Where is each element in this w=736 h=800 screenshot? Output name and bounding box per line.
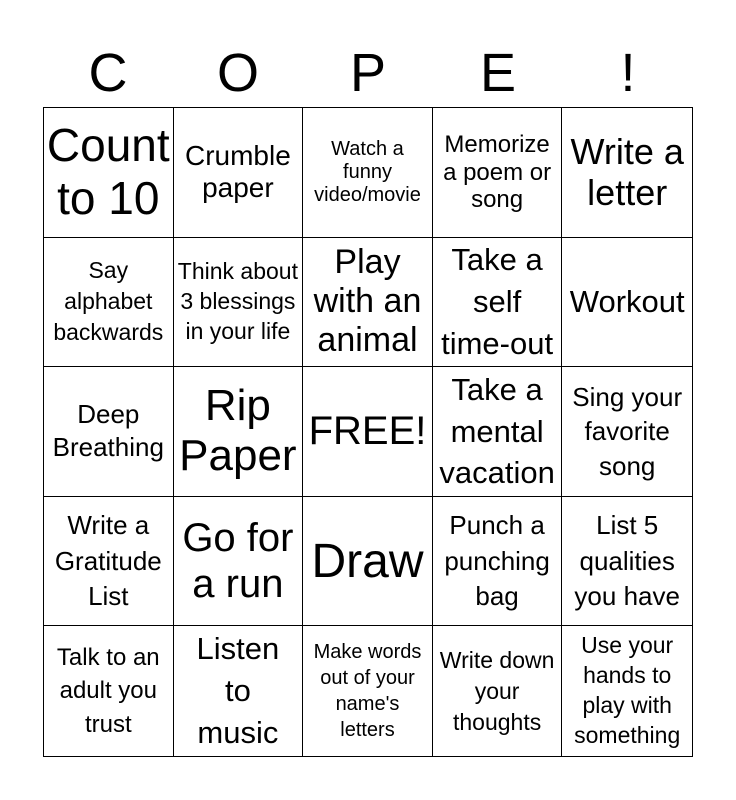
bingo-cell-make-words-out-of-name[interactable]	[303, 626, 433, 756]
bingo-cell-take-a-self-time-out[interactable]	[433, 238, 563, 368]
cell-label: Sing your favorite song	[572, 381, 683, 481]
cell-label: List 5 qualities you have	[574, 510, 680, 611]
cell-label: FREE!	[308, 409, 427, 454]
cell-label: Watch a funny video/movie	[314, 137, 421, 206]
cell-label: Listen to music	[196, 631, 280, 751]
bingo-cell-deep-breathing[interactable]	[44, 367, 174, 497]
bingo-header	[43, 40, 693, 106]
cell-label: Deep Breathing	[52, 398, 164, 463]
cell-label: Workout	[569, 283, 685, 319]
bingo-cell-listen-to-music[interactable]	[174, 626, 304, 756]
bingo-cell-watch-a-funny-video[interactable]	[303, 108, 433, 238]
cell-label: Write a letter	[570, 130, 684, 214]
header-letter-e: E	[479, 43, 517, 103]
cell-label: Count to 10	[46, 119, 170, 225]
header-letter-exclamation: !	[620, 43, 636, 103]
bingo-cell-talk-to-an-adult[interactable]	[44, 626, 174, 756]
bingo-cell-go-for-a-run[interactable]	[174, 497, 304, 627]
bingo-cell-play-with-an-animal[interactable]	[303, 238, 433, 368]
cell-label: Draw	[311, 534, 424, 588]
cell-label: Punch a punching bag	[444, 510, 550, 611]
header-letter-o: O	[216, 43, 259, 103]
bingo-cell-take-a-mental-vacation[interactable]	[433, 367, 563, 497]
bingo-board	[43, 107, 693, 757]
bingo-cell-memorize-a-poem[interactable]	[433, 108, 563, 238]
bingo-cell-think-about-3-blessings[interactable]	[174, 238, 304, 368]
cell-label: Use your hands to play with something	[574, 632, 681, 749]
cell-label: Make words out of your name's letters	[313, 641, 422, 742]
cell-label: Write down your thoughts	[439, 646, 555, 735]
header-letter-p: P	[349, 43, 387, 103]
cell-label: Memorize a poem or song	[443, 130, 552, 214]
cell-label: Play with an animal	[313, 243, 422, 360]
bingo-cell-write-a-letter[interactable]	[562, 108, 692, 238]
bingo-cell-sing-your-favorite-song[interactable]	[562, 367, 692, 497]
bingo-cell-list-5-qualities[interactable]	[562, 497, 692, 627]
cell-label: Think about 3 blessings in your life	[177, 258, 298, 344]
cell-label: Talk to an adult you trust	[56, 643, 160, 738]
bingo-cell-punch-a-punching-bag[interactable]	[433, 497, 563, 627]
bingo-cell-write-down-your-thoughts[interactable]	[433, 626, 563, 756]
bingo-cell-draw[interactable]	[303, 497, 433, 627]
cell-label: Take a mental vacation	[439, 371, 555, 491]
bingo-cell-rip-paper[interactable]	[174, 367, 304, 497]
cell-label: Take a self time-out	[441, 242, 554, 361]
header-letter-c: C	[88, 43, 128, 103]
cell-label: Say alphabet backwards	[53, 257, 164, 346]
bingo-cell-workout[interactable]	[562, 238, 692, 368]
bingo-cell-write-a-gratitude-list[interactable]	[44, 497, 174, 627]
bingo-cell-crumble-paper[interactable]	[174, 108, 304, 238]
bingo-cell-say-alphabet-backwards[interactable]	[44, 238, 174, 368]
cell-label: Crumble paper	[184, 140, 291, 204]
bingo-cell-use-your-hands[interactable]	[562, 626, 692, 756]
bingo-cell-free[interactable]	[303, 367, 433, 497]
bingo-cell-count-to-10[interactable]	[44, 108, 174, 238]
cell-label: Go for a run	[182, 516, 294, 607]
cell-label: Write a Gratitude List	[54, 510, 162, 611]
cell-label: Rip Paper	[179, 380, 297, 481]
